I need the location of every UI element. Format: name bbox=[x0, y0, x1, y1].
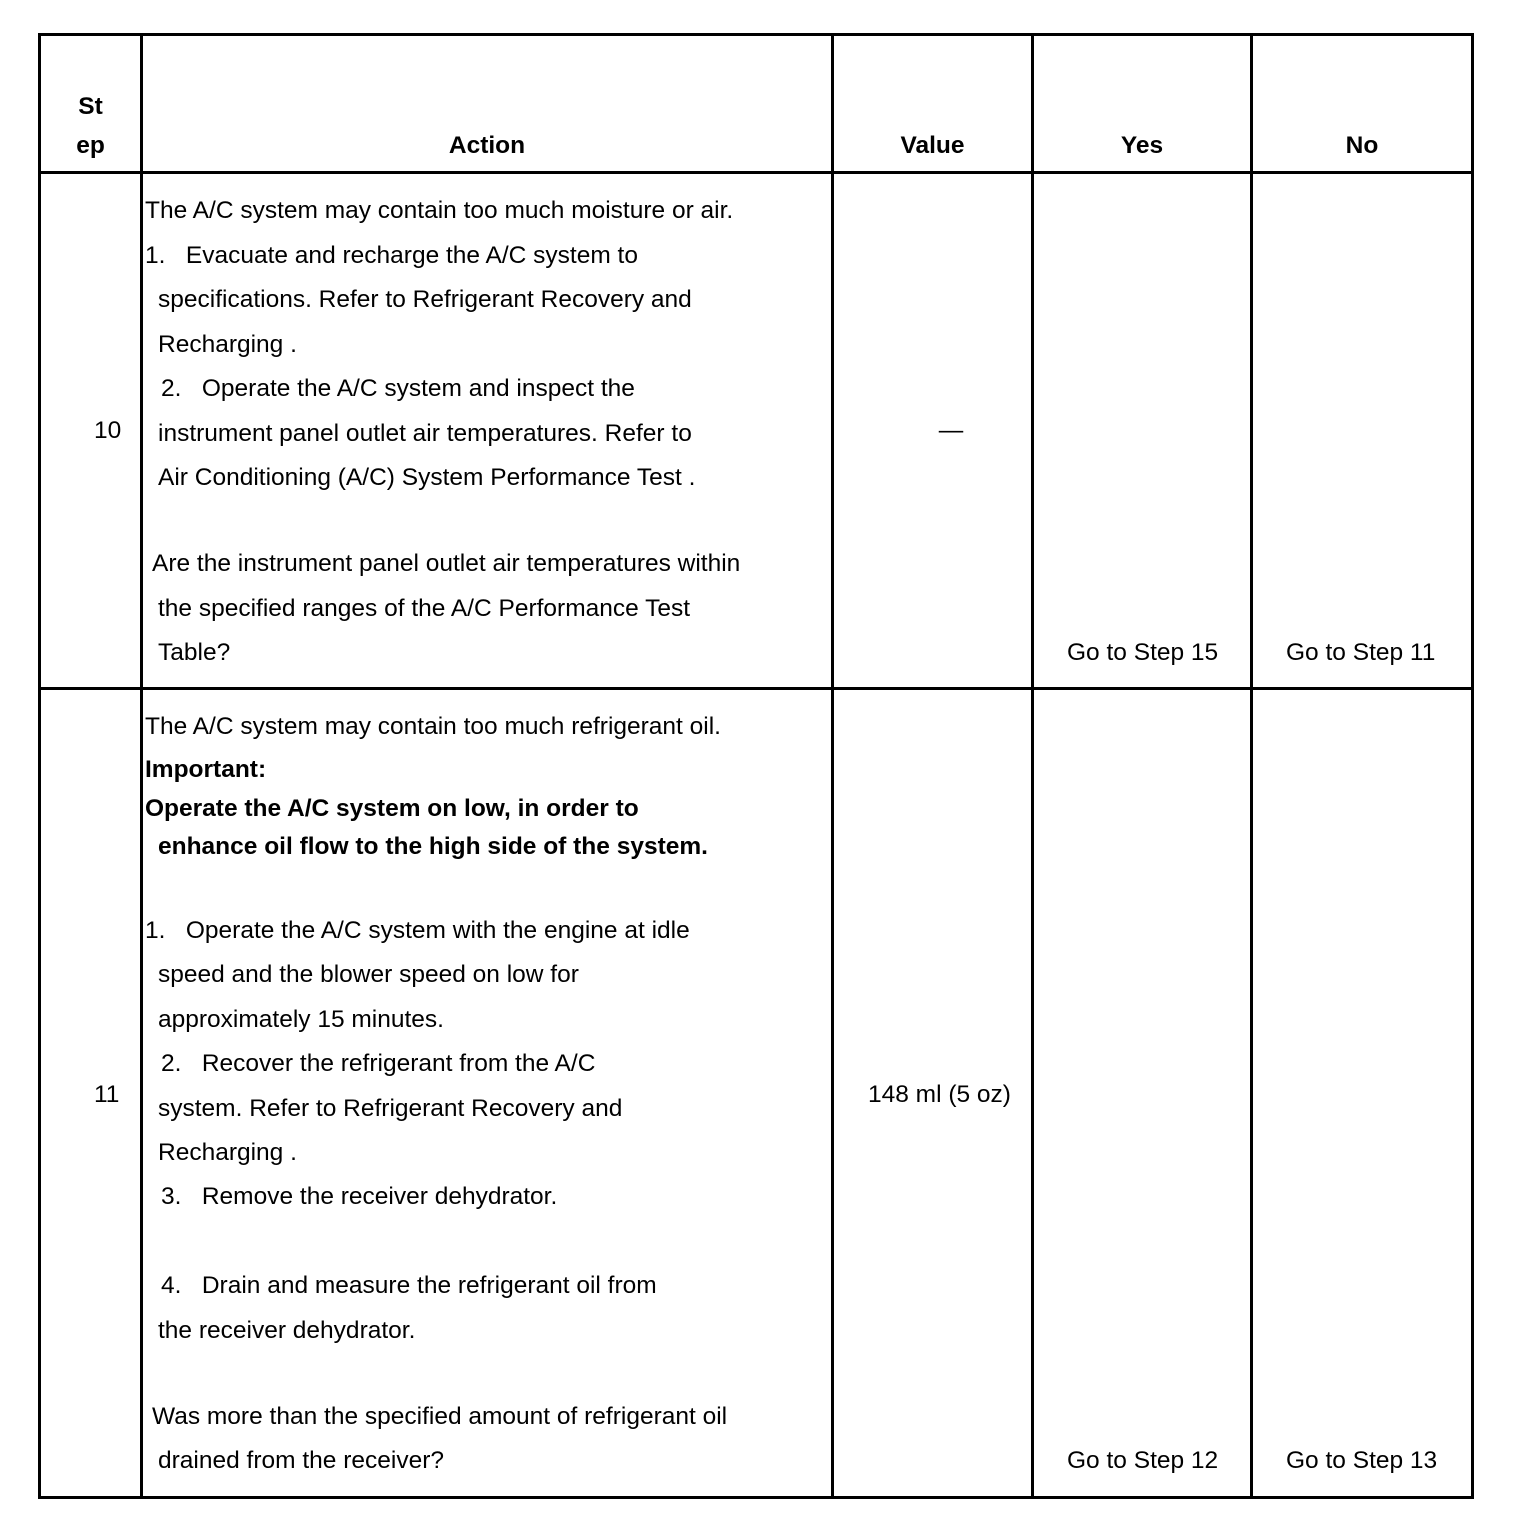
action-line: 1. Operate the A/C system with the engine at idle bbox=[145, 917, 690, 944]
header-action: Action bbox=[448, 132, 526, 159]
yes-cell: Go to Step 12 bbox=[1067, 1447, 1219, 1474]
action-line: 4. Drain and measure the refrigerant oil from bbox=[161, 1272, 657, 1299]
header-divider bbox=[38, 171, 1474, 174]
action-line: Recharging . bbox=[158, 331, 297, 358]
action-line: approximately 15 minutes. bbox=[158, 1006, 444, 1033]
table-border-right bbox=[1471, 33, 1474, 1499]
header-step-line2: ep bbox=[76, 132, 105, 159]
column-divider-yes bbox=[1250, 33, 1253, 1499]
action-line: 1. Evacuate and recharge the A/C system to bbox=[145, 242, 638, 269]
action-question: drained from the receiver? bbox=[158, 1447, 444, 1474]
table-border-bottom bbox=[38, 1496, 1474, 1499]
action-question: the specified ranges of the A/C Performance Test bbox=[158, 595, 691, 622]
column-divider-value bbox=[1031, 33, 1034, 1499]
important-note: enhance oil flow to the high side of the system. bbox=[158, 833, 708, 860]
action-line: speed and the blower speed on low for bbox=[158, 961, 579, 988]
action-line: Air Conditioning (A/C) System Performance Test . bbox=[158, 464, 696, 491]
value-cell: 148 ml (5 oz) bbox=[868, 1081, 1011, 1108]
action-line: 2. Operate the A/C system and inspect the bbox=[161, 375, 635, 402]
diagnostic-table bbox=[38, 33, 1474, 1499]
action-question: Table? bbox=[158, 639, 231, 666]
action-line: system. Refer to Refrigerant Recovery and bbox=[158, 1095, 623, 1122]
header-yes: Yes bbox=[1120, 132, 1164, 159]
row-divider bbox=[38, 687, 1474, 690]
table-border-top bbox=[38, 33, 1474, 36]
yes-cell: Go to Step 15 bbox=[1067, 639, 1219, 666]
important-label: Important: bbox=[145, 756, 267, 783]
header-no: No bbox=[1345, 132, 1379, 159]
action-line: The A/C system may contain too much moisture or air. bbox=[145, 197, 734, 224]
action-line: The A/C system may contain too much refrigerant oil. bbox=[145, 713, 721, 740]
no-cell: Go to Step 11 bbox=[1286, 639, 1436, 666]
action-line: the receiver dehydrator. bbox=[158, 1317, 416, 1344]
action-line: instrument panel outlet air temperatures. Refer to bbox=[158, 420, 692, 447]
action-question: Are the instrument panel outlet air temperatures within bbox=[152, 550, 741, 577]
no-cell: Go to Step 13 bbox=[1286, 1447, 1438, 1474]
action-line: 3. Remove the receiver dehydrator. bbox=[161, 1183, 558, 1210]
column-divider-action bbox=[831, 33, 834, 1499]
action-line: Recharging . bbox=[158, 1139, 297, 1166]
column-divider-step bbox=[140, 33, 143, 1499]
header-step-line1: St bbox=[78, 93, 103, 120]
action-question: Was more than the specified amount of refrigerant oil bbox=[152, 1403, 728, 1430]
value-cell: — bbox=[938, 417, 964, 444]
header-value: Value bbox=[900, 132, 965, 159]
table-border-left bbox=[38, 33, 41, 1499]
action-line: specifications. Refer to Refrigerant Recovery and bbox=[158, 286, 692, 313]
step-number: 11 bbox=[94, 1081, 120, 1108]
step-number: 10 bbox=[94, 417, 122, 444]
important-note: Operate the A/C system on low, in order to bbox=[145, 795, 639, 822]
action-line: 2. Recover the refrigerant from the A/C bbox=[161, 1050, 596, 1077]
